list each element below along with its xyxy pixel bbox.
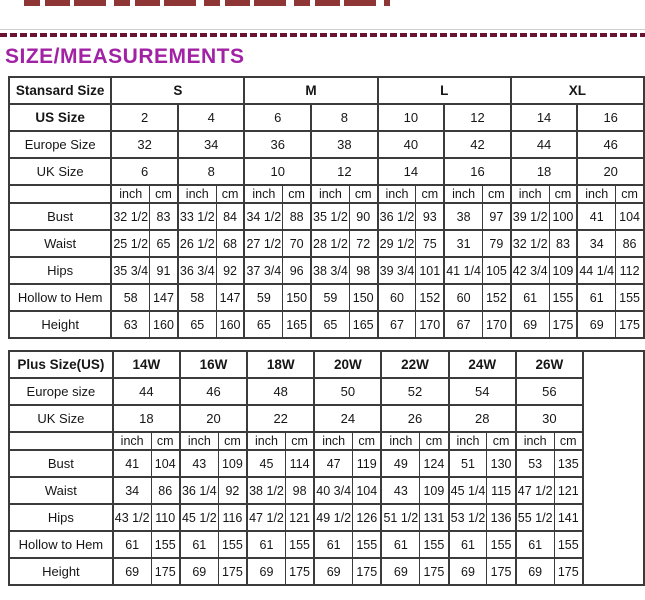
value-cm: 175 <box>353 558 382 585</box>
value-inch: 65 <box>178 311 216 338</box>
value-cm: 109 <box>549 257 577 284</box>
size-value: 46 <box>577 131 644 158</box>
size-value: 6 <box>111 158 178 185</box>
size-group-header: L <box>378 77 511 104</box>
value-inch: 69 <box>449 558 487 585</box>
value-inch: 69 <box>113 558 151 585</box>
value-inch: 31 <box>444 230 482 257</box>
unit-inch-header: inch <box>511 185 549 203</box>
value-cm: 170 <box>482 311 510 338</box>
value-inch: 69 <box>247 558 285 585</box>
unit-inch-header: inch <box>111 185 149 203</box>
value-cm: 175 <box>487 558 516 585</box>
value-cm: 150 <box>283 284 311 311</box>
size-group-header: 24W <box>449 351 516 378</box>
value-inch: 41 <box>577 203 615 230</box>
value-inch: 53 1/2 <box>449 504 487 531</box>
row-label: Bust <box>9 450 113 477</box>
unit-cm-header: cm <box>151 432 180 450</box>
value-inch: 61 <box>314 531 352 558</box>
value-cm: 83 <box>150 203 178 230</box>
value-inch: 69 <box>381 558 419 585</box>
unit-cm-header: cm <box>420 432 449 450</box>
value-inch: 43 <box>180 450 218 477</box>
unit-cm-header: cm <box>283 185 311 203</box>
row-label: Bust <box>9 203 111 230</box>
size-value: 54 <box>449 378 516 405</box>
value-inch: 38 1/2 <box>247 477 285 504</box>
value-cm: 175 <box>151 558 180 585</box>
size-value: 20 <box>180 405 247 432</box>
value-cm: 98 <box>349 257 377 284</box>
value-inch: 38 3/4 <box>311 257 349 284</box>
size-value: 48 <box>247 378 314 405</box>
value-cm: 86 <box>151 477 180 504</box>
size-group-header: 26W <box>516 351 583 378</box>
value-inch: 65 <box>311 311 349 338</box>
size-group-header: 16W <box>180 351 247 378</box>
table-gap <box>0 339 645 350</box>
size-value: 34 <box>178 131 245 158</box>
value-cm: 136 <box>487 504 516 531</box>
value-cm: 165 <box>349 311 377 338</box>
value-inch: 34 <box>113 477 151 504</box>
value-inch: 61 <box>577 284 615 311</box>
value-cm: 141 <box>554 504 583 531</box>
size-value: 32 <box>111 131 178 158</box>
size-value: 10 <box>244 158 311 185</box>
row-label: Height <box>9 558 113 585</box>
value-inch: 58 <box>111 284 149 311</box>
value-inch: 69 <box>180 558 218 585</box>
value-cm: 121 <box>285 504 314 531</box>
value-inch: 47 1/2 <box>247 504 285 531</box>
value-inch: 61 <box>247 531 285 558</box>
corner-label: Plus Size(US) <box>9 351 113 378</box>
unit-inch-header: inch <box>113 432 151 450</box>
value-cm: 75 <box>416 230 444 257</box>
value-cm: 155 <box>151 531 180 558</box>
value-inch: 61 <box>113 531 151 558</box>
unit-inch-header: inch <box>247 432 285 450</box>
value-cm: 88 <box>283 203 311 230</box>
value-cm: 155 <box>353 531 382 558</box>
page-title: SIZE/MEASUREMENTS <box>5 45 245 68</box>
value-inch: 61 <box>180 531 218 558</box>
value-inch: 25 1/2 <box>111 230 149 257</box>
value-cm: 121 <box>554 477 583 504</box>
value-cm: 155 <box>616 284 644 311</box>
value-cm: 116 <box>218 504 247 531</box>
size-value: 28 <box>449 405 516 432</box>
value-cm: 170 <box>416 311 444 338</box>
value-inch: 29 1/2 <box>378 230 416 257</box>
value-cm: 100 <box>549 203 577 230</box>
value-cm: 124 <box>420 450 449 477</box>
unit-cm-header: cm <box>549 185 577 203</box>
unit-inch-header: inch <box>577 185 615 203</box>
value-cm: 130 <box>487 450 516 477</box>
size-value: 18 <box>511 158 578 185</box>
value-inch: 67 <box>378 311 416 338</box>
size-group-header: 18W <box>247 351 314 378</box>
unit-cm-header: cm <box>482 185 510 203</box>
row-label: Waist <box>9 230 111 257</box>
value-inch: 38 <box>444 203 482 230</box>
row-label: Hips <box>9 504 113 531</box>
value-inch: 42 3/4 <box>511 257 549 284</box>
size-value: 6 <box>244 104 311 131</box>
row-label: Hips <box>9 257 111 284</box>
corner-label: Stansard Size <box>9 77 111 104</box>
value-cm: 96 <box>283 257 311 284</box>
value-inch: 67 <box>444 311 482 338</box>
value-inch: 36 1/2 <box>378 203 416 230</box>
unit-inch-header: inch <box>180 432 218 450</box>
unit-cm-header: cm <box>216 185 244 203</box>
value-inch: 60 <box>444 284 482 311</box>
unit-cm-header: cm <box>554 432 583 450</box>
value-inch: 43 <box>381 477 419 504</box>
value-inch: 45 1/4 <box>449 477 487 504</box>
size-value: 4 <box>178 104 245 131</box>
value-cm: 72 <box>349 230 377 257</box>
value-cm: 68 <box>216 230 244 257</box>
value-cm: 131 <box>420 504 449 531</box>
value-inch: 27 1/2 <box>244 230 282 257</box>
value-inch: 61 <box>381 531 419 558</box>
value-inch: 55 1/2 <box>516 504 554 531</box>
clipped-header-text-remnant <box>24 0 390 6</box>
value-cm: 105 <box>482 257 510 284</box>
size-value: 2 <box>111 104 178 131</box>
row-label: UK Size <box>9 405 113 432</box>
value-cm: 152 <box>416 284 444 311</box>
value-inch: 35 1/2 <box>311 203 349 230</box>
unit-inch-header: inch <box>311 185 349 203</box>
row-label: Europe Size <box>9 131 111 158</box>
unit-cm-header: cm <box>616 185 644 203</box>
size-group-header: XL <box>511 77 644 104</box>
unit-inch-header: inch <box>178 185 216 203</box>
size-value: 52 <box>381 378 448 405</box>
unit-inch-header: inch <box>381 432 419 450</box>
unit-cm-header: cm <box>416 185 444 203</box>
value-inch: 49 <box>381 450 419 477</box>
value-cm: 91 <box>150 257 178 284</box>
value-inch: 59 <box>311 284 349 311</box>
value-cm: 109 <box>218 450 247 477</box>
value-inch: 60 <box>378 284 416 311</box>
value-inch: 41 1/4 <box>444 257 482 284</box>
value-cm: 115 <box>487 477 516 504</box>
value-cm: 93 <box>416 203 444 230</box>
value-inch: 69 <box>516 558 554 585</box>
value-inch: 34 <box>577 230 615 257</box>
size-value: 22 <box>247 405 314 432</box>
value-cm: 126 <box>353 504 382 531</box>
value-cm: 175 <box>554 558 583 585</box>
size-value: 8 <box>311 104 378 131</box>
value-inch: 28 1/2 <box>311 230 349 257</box>
unit-cm-header: cm <box>150 185 178 203</box>
size-value: 8 <box>178 158 245 185</box>
value-cm: 97 <box>482 203 510 230</box>
value-cm: 155 <box>549 284 577 311</box>
value-cm: 70 <box>283 230 311 257</box>
value-inch: 61 <box>449 531 487 558</box>
value-cm: 147 <box>216 284 244 311</box>
value-inch: 53 <box>516 450 554 477</box>
value-inch: 39 1/2 <box>511 203 549 230</box>
size-group-header: S <box>111 77 244 104</box>
standard-size-table <box>8 76 645 339</box>
plus-size-table <box>8 350 645 586</box>
value-cm: 90 <box>349 203 377 230</box>
value-inch: 32 1/2 <box>511 230 549 257</box>
value-inch: 69 <box>577 311 615 338</box>
value-cm: 175 <box>616 311 644 338</box>
value-cm: 165 <box>283 311 311 338</box>
row-label: Europe size <box>9 378 113 405</box>
size-value: 10 <box>378 104 445 131</box>
size-value: 30 <box>516 405 583 432</box>
value-inch: 33 1/2 <box>178 203 216 230</box>
value-cm: 112 <box>616 257 644 284</box>
value-cm: 104 <box>151 450 180 477</box>
unit-inch-header: inch <box>444 185 482 203</box>
unit-cm-header: cm <box>218 432 247 450</box>
empty-column <box>583 351 644 585</box>
unit-inch-header: inch <box>378 185 416 203</box>
value-inch: 44 1/4 <box>577 257 615 284</box>
row-label: UK Size <box>9 158 111 185</box>
size-group-header: 20W <box>314 351 381 378</box>
value-inch: 63 <box>111 311 149 338</box>
unit-corner <box>9 185 111 203</box>
size-value: 38 <box>311 131 378 158</box>
value-cm: 79 <box>482 230 510 257</box>
size-value: 56 <box>516 378 583 405</box>
value-cm: 83 <box>549 230 577 257</box>
dashed-divider <box>0 33 645 37</box>
size-group-header: 14W <box>113 351 180 378</box>
value-inch: 59 <box>244 284 282 311</box>
value-inch: 40 3/4 <box>314 477 352 504</box>
value-cm: 152 <box>482 284 510 311</box>
value-inch: 61 <box>516 531 554 558</box>
size-value: 20 <box>577 158 644 185</box>
row-label: Hollow to Hem <box>9 531 113 558</box>
value-inch: 49 1/2 <box>314 504 352 531</box>
value-inch: 51 <box>449 450 487 477</box>
value-cm: 110 <box>151 504 180 531</box>
value-cm: 175 <box>549 311 577 338</box>
value-inch: 34 1/2 <box>244 203 282 230</box>
top-strip <box>0 0 645 30</box>
value-inch: 69 <box>314 558 352 585</box>
unit-inch-header: inch <box>449 432 487 450</box>
value-inch: 39 3/4 <box>378 257 416 284</box>
value-cm: 135 <box>554 450 583 477</box>
size-value: 16 <box>577 104 644 131</box>
value-inch: 36 3/4 <box>178 257 216 284</box>
unit-cm-header: cm <box>349 185 377 203</box>
value-inch: 45 1/2 <box>180 504 218 531</box>
size-group-header: 22W <box>381 351 448 378</box>
value-inch: 58 <box>178 284 216 311</box>
size-value: 46 <box>180 378 247 405</box>
value-inch: 45 <box>247 450 285 477</box>
unit-inch-header: inch <box>516 432 554 450</box>
size-value: 26 <box>381 405 448 432</box>
value-cm: 119 <box>353 450 382 477</box>
row-label: US Size <box>9 104 111 131</box>
size-value: 44 <box>511 131 578 158</box>
value-cm: 147 <box>150 284 178 311</box>
value-cm: 175 <box>285 558 314 585</box>
size-value: 24 <box>314 405 381 432</box>
row-label: Height <box>9 311 111 338</box>
value-inch: 36 1/4 <box>180 477 218 504</box>
value-cm: 109 <box>420 477 449 504</box>
unit-corner <box>9 432 113 450</box>
value-inch: 51 1/2 <box>381 504 419 531</box>
value-cm: 104 <box>616 203 644 230</box>
size-value: 50 <box>314 378 381 405</box>
value-cm: 114 <box>285 450 314 477</box>
size-group-header: M <box>244 77 377 104</box>
value-inch: 41 <box>113 450 151 477</box>
value-cm: 155 <box>554 531 583 558</box>
value-cm: 175 <box>218 558 247 585</box>
size-value: 36 <box>244 131 311 158</box>
value-cm: 92 <box>216 257 244 284</box>
value-inch: 69 <box>511 311 549 338</box>
value-inch: 47 <box>314 450 352 477</box>
unit-inch-header: inch <box>244 185 282 203</box>
size-value: 12 <box>311 158 378 185</box>
value-inch: 26 1/2 <box>178 230 216 257</box>
size-value: 42 <box>444 131 511 158</box>
value-cm: 160 <box>150 311 178 338</box>
unit-cm-header: cm <box>285 432 314 450</box>
value-cm: 175 <box>420 558 449 585</box>
value-cm: 84 <box>216 203 244 230</box>
value-inch: 47 1/2 <box>516 477 554 504</box>
value-inch: 37 3/4 <box>244 257 282 284</box>
value-cm: 104 <box>353 477 382 504</box>
value-cm: 98 <box>285 477 314 504</box>
value-cm: 160 <box>216 311 244 338</box>
size-value: 14 <box>378 158 445 185</box>
size-value: 14 <box>511 104 578 131</box>
value-cm: 101 <box>416 257 444 284</box>
unit-cm-header: cm <box>353 432 382 450</box>
row-label: Hollow to Hem <box>9 284 111 311</box>
value-cm: 65 <box>150 230 178 257</box>
size-value: 44 <box>113 378 180 405</box>
value-inch: 35 3/4 <box>111 257 149 284</box>
value-cm: 86 <box>616 230 644 257</box>
unit-cm-header: cm <box>487 432 516 450</box>
value-inch: 61 <box>511 284 549 311</box>
size-value: 12 <box>444 104 511 131</box>
value-inch: 32 1/2 <box>111 203 149 230</box>
row-label: Waist <box>9 477 113 504</box>
value-inch: 65 <box>244 311 282 338</box>
value-cm: 155 <box>487 531 516 558</box>
size-value: 16 <box>444 158 511 185</box>
size-value: 40 <box>378 131 445 158</box>
value-cm: 155 <box>285 531 314 558</box>
value-cm: 155 <box>420 531 449 558</box>
value-cm: 155 <box>218 531 247 558</box>
value-cm: 92 <box>218 477 247 504</box>
value-inch: 43 1/2 <box>113 504 151 531</box>
value-cm: 150 <box>349 284 377 311</box>
size-value: 18 <box>113 405 180 432</box>
unit-inch-header: inch <box>314 432 352 450</box>
